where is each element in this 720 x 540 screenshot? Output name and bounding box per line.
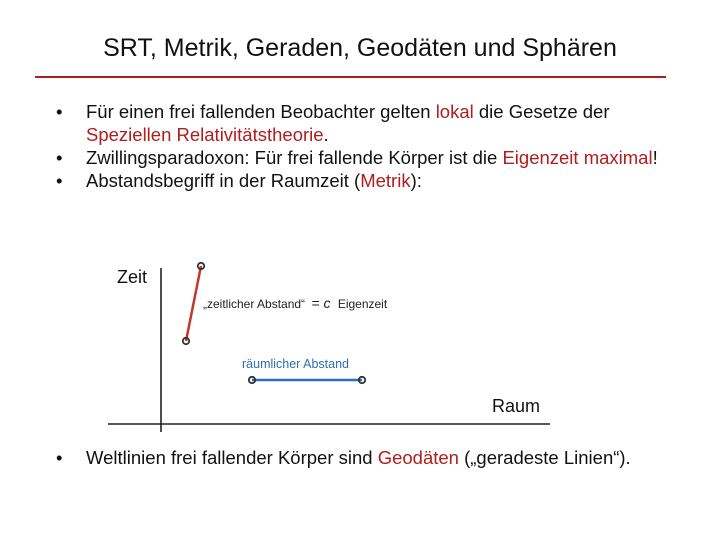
bullet-dot: •	[56, 447, 63, 468]
bullet-text-2a: Abstandsbegriff in der Raumzeit (	[86, 170, 361, 191]
bullet-text-1c: !	[652, 147, 658, 168]
time-distance-suffix: Eigenzeit	[337, 297, 388, 311]
bullet-dot: •	[56, 147, 63, 168]
bullet-text-1a: Zwillingsparadoxon: Für frei fallende Körper ist die	[86, 147, 503, 168]
time-distance-prefix: „zeitlicher Abstand“	[203, 297, 306, 311]
bullet-text-0b: lokal	[435, 101, 474, 122]
bullet-text-0c: die Gesetze der	[473, 101, 610, 122]
bullet-text-2b: Metrik	[360, 170, 411, 191]
space-distance-label: räumlicher Abstand	[242, 357, 350, 371]
time-distance-eq: = c	[311, 295, 331, 311]
bottom-text-c: („geradeste Linien“).	[458, 447, 631, 468]
time-segment	[186, 266, 201, 341]
time-distance-label	[203, 295, 388, 311]
bottom-text-b: Geodäten	[377, 447, 459, 468]
bottom-text-a: Weltlinien frei fallender Körper sind	[86, 447, 378, 468]
bullet-text-0e: .	[323, 124, 329, 145]
bullet-item	[56, 446, 676, 469]
bullet-text-0d: Speziellen Relativitätstheorie	[86, 124, 324, 145]
time-axis-label: Zeit	[117, 267, 148, 287]
slide-title: SRT, Metrik, Geraden, Geodäten und Sphären	[103, 34, 617, 62]
bullet-dot: •	[56, 170, 63, 191]
bullet-text-0a: Für einen frei fallenden Beobachter gelten	[86, 101, 436, 122]
bullet-text-2c: ):	[410, 170, 422, 191]
bullet-text-1b: Eigenzeit maximal	[502, 147, 653, 168]
bullet-dot: •	[56, 101, 63, 122]
bottom-bullet	[56, 446, 676, 469]
space-axis-label: Raum	[492, 396, 541, 416]
